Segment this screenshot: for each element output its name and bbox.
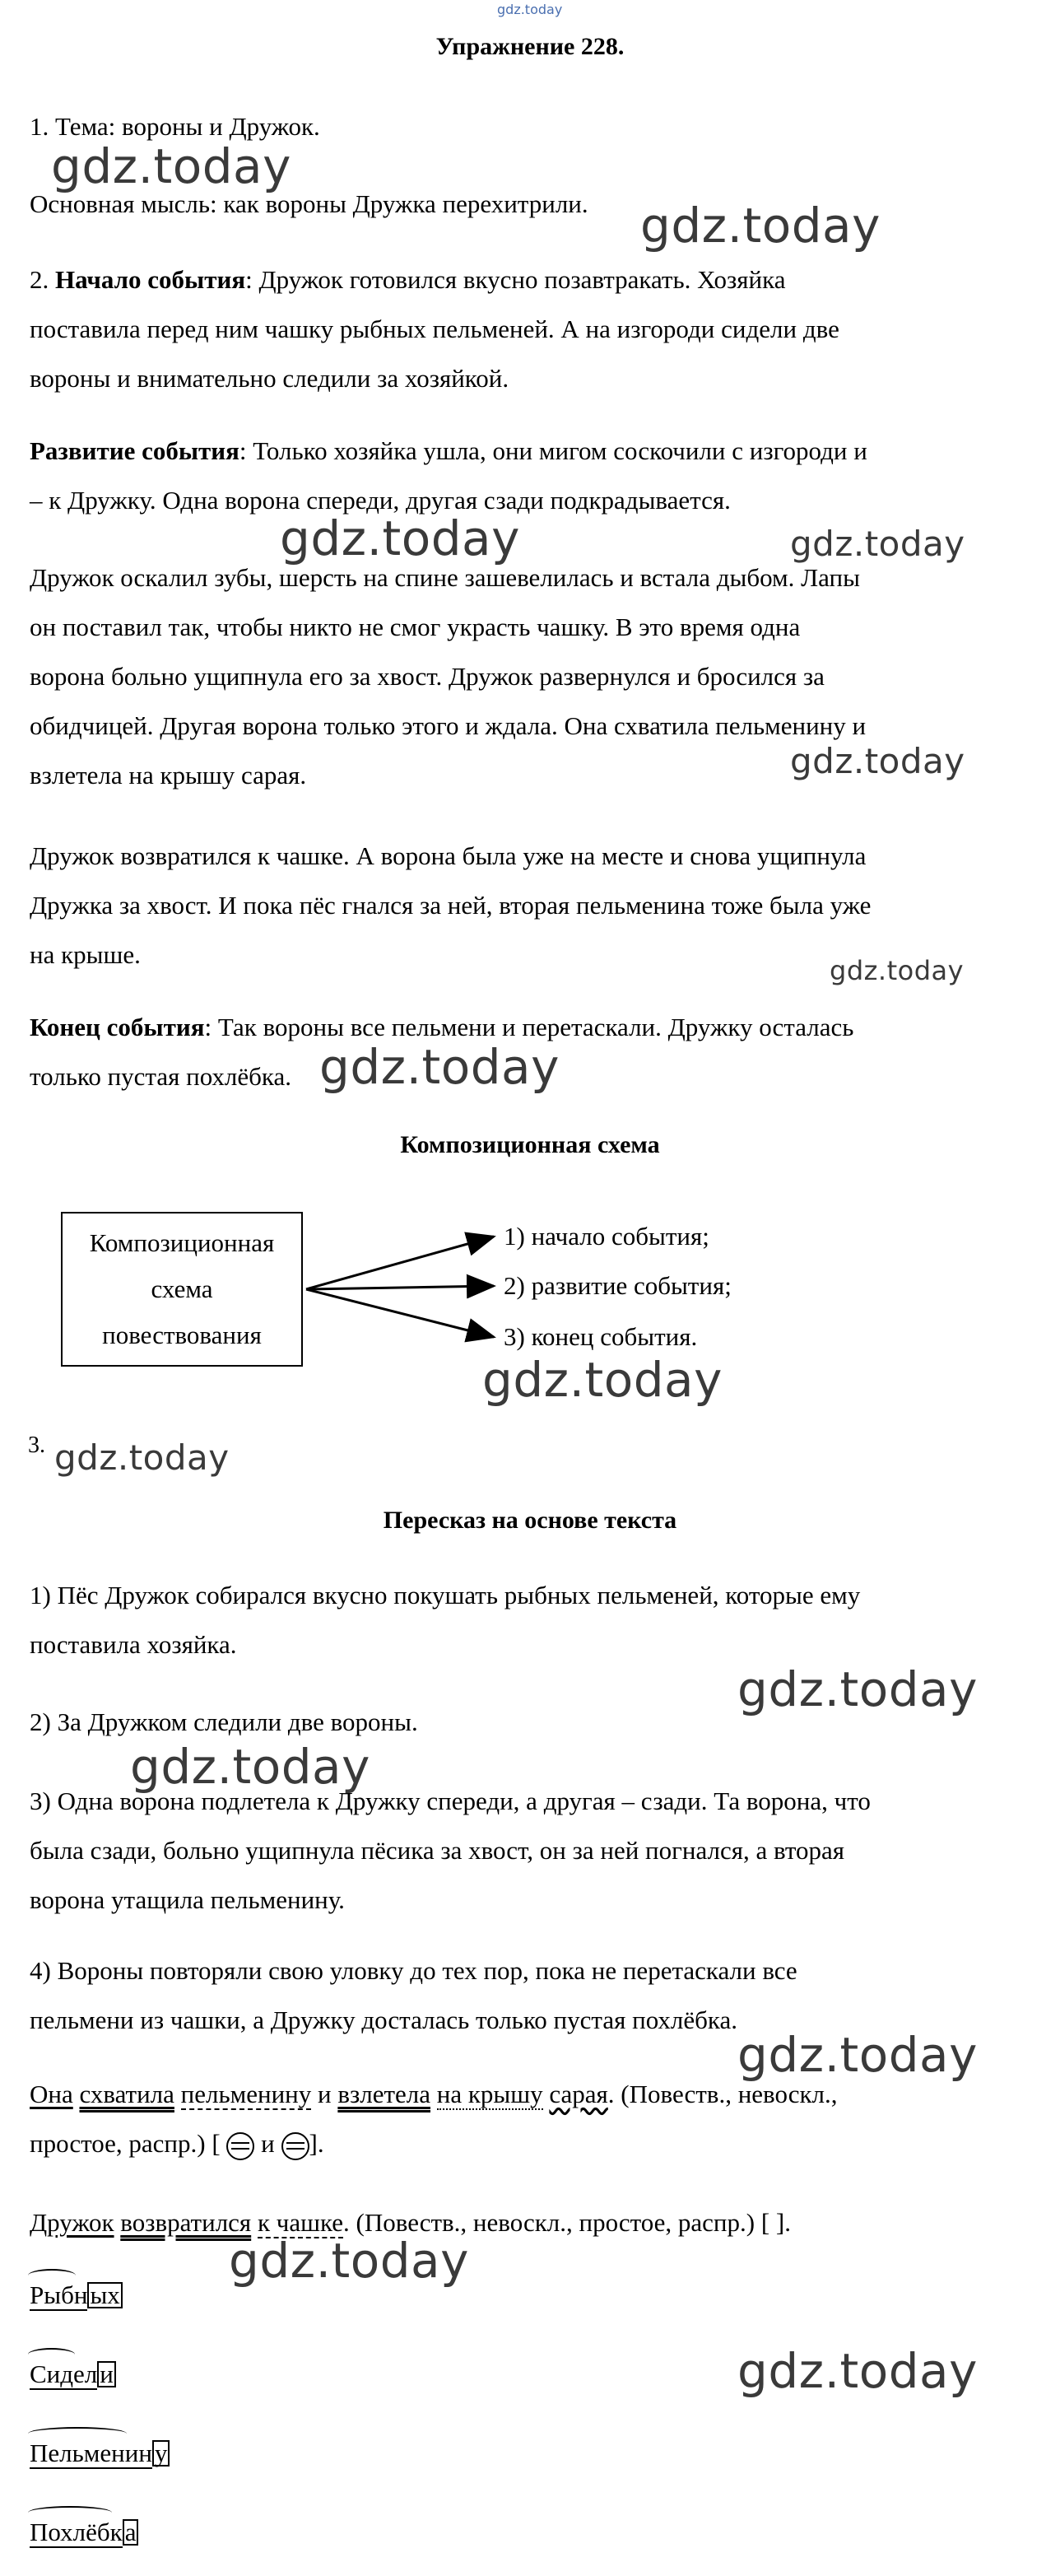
main-idea-line: Основная мысль: как вороны Дружка перехитрили.: [30, 189, 588, 218]
watermark: gdz.today: [229, 2233, 469, 2289]
scheme-title: Композиционная схема: [400, 1131, 660, 1158]
morpheme-word-3: Пельменину: [30, 2439, 170, 2468]
watermark: gdz.today: [737, 2343, 978, 2399]
adverbial: на крышу: [436, 2080, 543, 2108]
watermark: gdz.today: [737, 2027, 978, 2083]
scheme-item-2: 2) развитие события;: [504, 1271, 732, 1300]
watermark: gdz.today: [790, 741, 965, 781]
clause-scheme-icon: [281, 2132, 309, 2160]
sentence-parse-2: Дружок возвратился к чашке. (Повеств., невоскл., простое, распр.) [ ].: [30, 2208, 791, 2237]
end-paragraph: Конец события: Так вороны все пельмени и перетаскали. Дружку осталась только пустая похлёбка.: [30, 1013, 854, 1091]
attribute: сарая: [549, 2080, 608, 2108]
page-title: Упражнение 228.: [435, 33, 625, 60]
scheme-item-1: 1) начало события;: [504, 1222, 709, 1251]
morpheme-word-4: Похлёбка: [30, 2518, 138, 2547]
part3-number: 3.: [28, 1432, 45, 1458]
retell-item-3: 3) Одна ворона подлетела к Дружку спереди, а другая – сзади. Та ворона, что была сзади, больно ущипнула пёсика за хвост, он за ней погнался, а вторая ворона утащила пельменину.: [30, 1786, 871, 1914]
start-paragraph: 2. Начало события: Дружок готовился вкусно позавтракать. Хозяйка поставила перед ним чашку рыбных пельменей. А на изгороди сидели две вороны и внимательно следили за хозяйкой.: [30, 265, 839, 393]
retell-item-4: 4) Вороны повторяли свою уловку до тех пор, пока не перетаскали все пельмени из чашки, а Дружку досталась только пустая похлёбка.: [30, 1956, 797, 2034]
predicate: взлетела: [337, 2080, 431, 2108]
arrow-1: [306, 1237, 494, 1289]
development-paragraph-2: Дружок оскалил зубы, шерсть на спине зашевелилась и встала дыбом. Лапы он поставил так, чтобы никто не смог украсть чашку. В это время одна ворона больно ущипнула его за хвост. Дружок развернулся и бросился за обидчицей. Другая ворона только этого и ждала. Она схватила пельменину и взлетела на крышу сарая.: [30, 563, 867, 790]
development-paragraph-3: Дружок возвратился к чашке. А ворона была уже на месте и снова ущипнула Дружка за хвост. И пока пёс гнался за ней, вторая пельменина тоже была уже на крыше.: [30, 841, 872, 969]
morpheme-word-2: Сидели: [30, 2359, 116, 2389]
predicate: возвратился: [120, 2208, 252, 2237]
arrow-3: [306, 1289, 494, 1337]
watermark: gdz.today: [830, 955, 965, 986]
retell-item-2: 2) За Дружком следили две вороны.: [30, 1707, 418, 1736]
watermark: gdz.today: [737, 1661, 978, 1717]
clause-scheme-icon: [226, 2132, 254, 2160]
theme-line: 1. Тема: вороны и Дружок.: [30, 112, 320, 141]
object: пельменину: [180, 2080, 312, 2108]
predicate: схватила: [79, 2080, 174, 2108]
subject: Она: [30, 2080, 73, 2108]
scheme-box: Композиционная схема повествования: [61, 1212, 303, 1367]
watermark: gdz.today: [280, 510, 520, 566]
watermark: gdz.today: [54, 1437, 230, 1478]
arrow-2: [306, 1286, 494, 1289]
watermark: gdz.today: [319, 1039, 560, 1095]
scheme-arrows: [303, 1218, 517, 1358]
scheme-item-3: 3) конец события.: [504, 1322, 698, 1351]
watermark: gdz.today: [790, 524, 965, 564]
watermark: gdz.today: [130, 1739, 370, 1795]
object: к чашке: [257, 2208, 344, 2237]
retelling-title: Пересказ на основе текста: [383, 1507, 677, 1534]
watermark: gdz.today: [640, 198, 881, 254]
top-watermark: gdz.today: [497, 2, 563, 17]
sentence-parse-1: Она схватила пельменину и взлетела на крышу сарая. (Повеств., невоскл., простое, распр.) [ и ].: [30, 2070, 1017, 2168]
morpheme-word-1: Рыбных: [30, 2280, 123, 2310]
watermark: gdz.today: [482, 1352, 723, 1408]
subject: Дружок: [30, 2208, 114, 2237]
retell-item-1: 1) Пёс Дружок собирался вкусно покушать рыбных пельменей, которые ему поставила хозяйка.: [30, 1581, 861, 1659]
watermark: gdz.today: [51, 138, 291, 194]
development-paragraph: Развитие события: Только хозяйка ушла, они мигом соскочили с изгороди и – к Дружку. Одна ворона спереди, другая сзади подкрадывается.: [30, 436, 867, 515]
